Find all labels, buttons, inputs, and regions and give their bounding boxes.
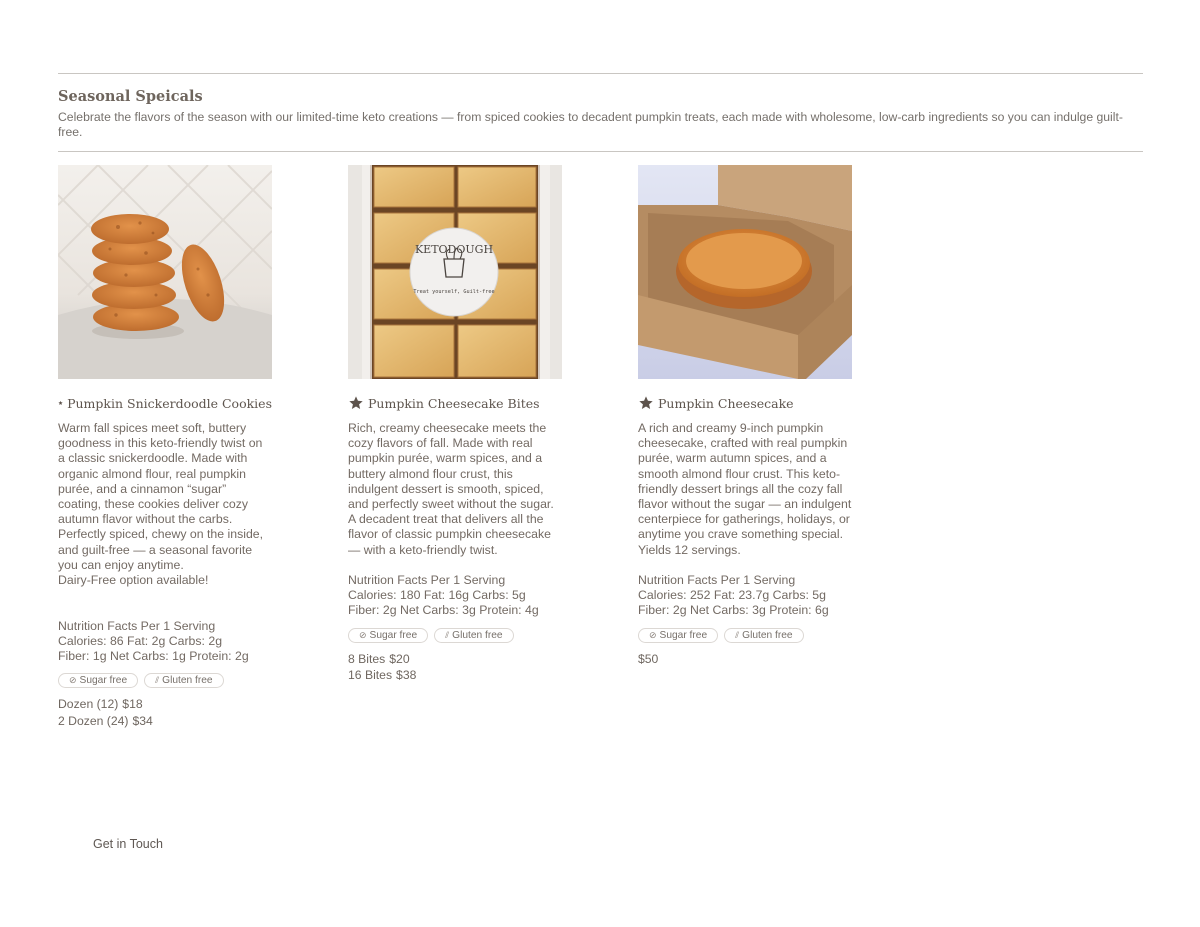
product-grid [58, 165, 958, 765]
product-image-cookies[interactable] [58, 165, 272, 379]
price-label: 8 Bites [348, 651, 386, 666]
nutrition-header: Nutrition Facts Per 1 Serving [348, 573, 506, 588]
sugar-free-icon: ⊘ [649, 629, 657, 640]
top-divider [58, 73, 1143, 74]
price-list [348, 651, 562, 684]
wheat-slash-icon: ⫽ [445, 629, 450, 640]
price-option[interactable] [58, 696, 272, 713]
wheat-slash-icon: ⫽ [735, 629, 740, 640]
sugar-free-badge [58, 673, 138, 688]
product-title[interactable]: Pumpkin Cheesecake Bites [368, 395, 540, 411]
nutrition-facts [638, 573, 852, 619]
nutrition-line-1: Calories: 252 Fat: 23.7g Carbs: 5g [638, 588, 826, 603]
product-card-cheesecake-bites[interactable] [348, 165, 562, 684]
nutrition-header: Nutrition Facts Per 1 Serving [638, 573, 796, 588]
product-card-pumpkin-cheesecake[interactable] [638, 165, 852, 667]
nutrition-line-2: Fiber: 1g Net Carbs: 1g Protein: 2g [58, 649, 249, 664]
description-text: Warm fall spices meet soft, buttery goodness in this keto-friendly twist on a classic snickerdoodle. Made with organic almond flour, real pumpkin purée, and a cinnamon “sugar” coating, these cookies deliver cozy autumn flavor without the carbs. Perfectly spiced, chewy on the inside, and guilt-free — a seasonal favorite you can enjoy anytime. [58, 421, 264, 572]
tag-label: Sugar free [79, 675, 128, 687]
nutrition-header: Nutrition Facts Per 1 Serving [58, 618, 216, 633]
sugar-free-icon: ⊘ [69, 675, 77, 686]
star-icon [638, 395, 654, 411]
price-option[interactable] [348, 667, 562, 684]
price-label: 16 Bites [348, 668, 393, 683]
gluten-free-badge [434, 628, 513, 643]
price-option[interactable] [348, 651, 562, 668]
price-amount: $18 [122, 697, 143, 712]
diet-tags [638, 628, 852, 643]
sugar-free-icon: ⊘ [359, 629, 367, 640]
tag-label: Gluten free [452, 629, 503, 641]
nutrition-line-2: Fiber: 2g Net Carbs: 3g Protein: 4g [348, 603, 539, 618]
price-list [638, 651, 852, 668]
description-text: Rich, creamy cheesecake meets the cozy flavors of fall. Made with real pumpkin purée, warm spices, and a buttery almond flour crust, this indulgent dessert is smooth, spiced, and perfectly sweet without the sugar. A decadent treat that delivers all the flavor of classic pumpkin cheesecake — with a keto-friendly twist. [348, 421, 554, 557]
product-title[interactable]: Pumpkin Snickerdoodle Cookies [67, 395, 272, 411]
product-description [638, 421, 852, 573]
price-amount: $50 [638, 651, 659, 666]
product-description [58, 421, 272, 619]
gluten-free-badge [724, 628, 803, 643]
logo-wordmark: KETODOUGH [414, 243, 494, 256]
sugar-free-badge [348, 628, 428, 643]
nutrition-facts [348, 573, 562, 619]
diet-tags [58, 673, 272, 688]
sugar-free-badge [638, 628, 718, 643]
price-label: Dozen (12) [58, 697, 119, 712]
product-title-row[interactable] [638, 395, 852, 411]
star-icon [58, 395, 63, 411]
nutrition-line-1: Calories: 180 Fat: 16g Carbs: 5g [348, 588, 526, 603]
price-amount: $38 [396, 668, 417, 683]
product-title-row[interactable] [348, 395, 562, 411]
nutrition-line-2: Fiber: 2g Net Carbs: 3g Protein: 6g [638, 603, 829, 618]
price-amount: $34 [132, 713, 153, 728]
wheat-slash-icon: ⫽ [155, 675, 160, 686]
tag-label: Sugar free [369, 629, 418, 641]
product-image-pumpkin-cheesecake[interactable] [638, 165, 852, 379]
get-in-touch-link[interactable]: Get in Touch [93, 837, 163, 851]
description-text: A rich and creamy 9-inch pumpkin cheesecake, crafted with real pumpkin purée, warm autumn spices, and a smooth almond flour crust. This keto-friendly dessert brings all the cozy fall flavor without the sugar — an indulgent centerpiece for gatherings, holidays, or anytime you crave something special. Yields 12 servings. [638, 421, 852, 557]
price-amount: $20 [389, 651, 410, 666]
seasonal-specials-header [58, 73, 1143, 152]
price-list [58, 696, 272, 729]
diet-tags [348, 628, 562, 643]
product-title-row[interactable] [58, 395, 272, 411]
product-title[interactable]: Pumpkin Cheesecake [658, 395, 794, 411]
bottom-divider [58, 151, 1143, 152]
section-title: Seasonal Speicals [58, 88, 203, 105]
dairy-free-note: Dairy-Free option available! [58, 573, 209, 588]
price-label: 2 Dozen (24) [58, 713, 129, 728]
star-icon [348, 395, 364, 411]
tag-label: Gluten free [162, 675, 213, 687]
gluten-free-badge [144, 673, 223, 688]
nutrition-facts [58, 619, 272, 665]
product-image-cheesecake-bites[interactable] [348, 165, 562, 379]
product-description [348, 421, 562, 573]
product-card-snickerdoodle-cookies[interactable] [58, 165, 272, 729]
logo-tagline: Treat yourself, Guilt-free [413, 289, 495, 295]
nutrition-line-1: Calories: 86 Fat: 2g Carbs: 2g [58, 633, 223, 648]
tag-label: Sugar free [659, 629, 708, 641]
price-option[interactable] [58, 713, 272, 730]
price-option[interactable] [638, 651, 852, 668]
tag-label: Gluten free [742, 629, 793, 641]
section-intro: Celebrate the flavors of the season with our limited-time keto creations — from spiced cookies to decadent pumpkin treats, each made with wholesome, low-carb ingredients so you can indulge guilt-free. [58, 110, 1123, 139]
